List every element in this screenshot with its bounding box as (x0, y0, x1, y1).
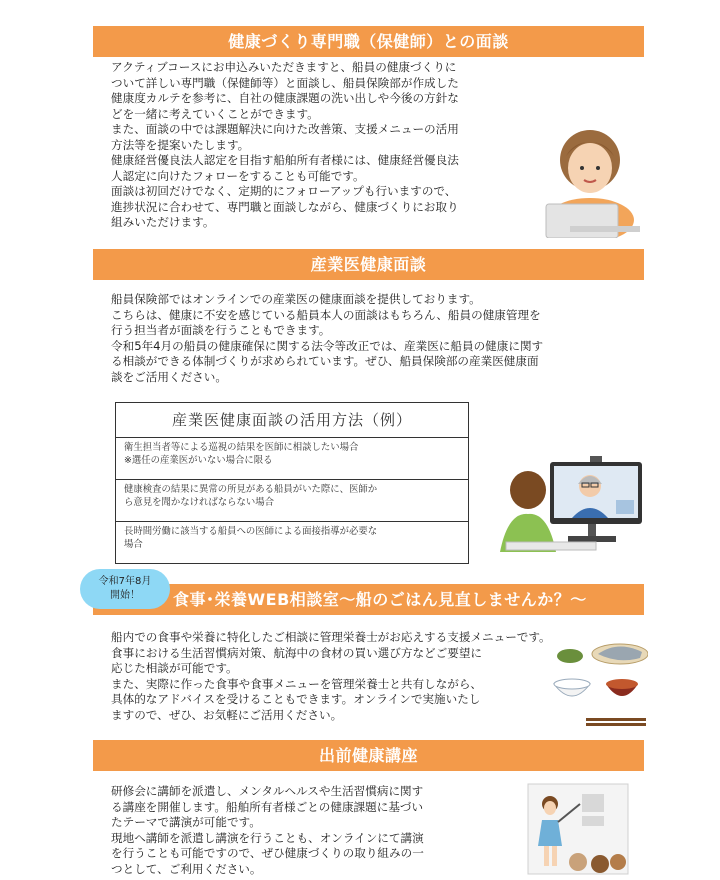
section-body-industrial-physician (111, 292, 611, 385)
section-title-health-professional: 健康づくり専門職（保健師）との面談 (93, 26, 644, 57)
text-line: 行う担当者が面談を行うこともできます。 (111, 323, 331, 337)
text-line: 船員保険部ではオンラインでの産業医の健康面談を提供しております。 (111, 292, 481, 306)
text-line: つとして、ご利用ください。 (111, 861, 262, 876)
text-line: る相談ができる体制づくりが求められています。ぜひ、船員保険部の産業医健康面 (111, 354, 539, 368)
row-text: 場合 (124, 539, 143, 550)
text-line: また、実際に作った食事や食事メニューを管理栄養士と共有しながら、 (111, 676, 483, 691)
text-line: 進捗状況に合わせて、専門職と面談しながら、健康づくりにお取り (111, 199, 459, 214)
section-body-nutrition-web-consult (111, 630, 621, 723)
usage-example-row (116, 438, 468, 480)
row-text: 衛生担当者等による巡視の結果を医師に相談したい場合 (124, 442, 359, 453)
text-line: アクティブコースにお申込みいただきますと、船員の健康づくりに (111, 60, 457, 74)
text-line: 船内での食事や栄養に特化したご相談に管理栄養士がお応えする支援メニューです。 (111, 630, 551, 644)
text-line: を行うことも可能ですので、ぜひ健康づくりの取り組みの一 (111, 846, 424, 860)
text-line: 具体的なアドバイスを受けることもできます。オンラインで実施いたし (111, 692, 481, 706)
section-body-health-professional (111, 60, 531, 231)
text-line: る講座を開催します。船舶所有者様ごとの健康課題に基づい (111, 799, 424, 814)
text-line: 組みいただけます。 (111, 215, 215, 229)
nurse-illustration (540, 108, 640, 238)
text-line: 食事における生活習慣病対策、航海中の食材の買い選び方などご要望に (111, 645, 483, 660)
text-line: どを一緒に考えていくことができます。 (111, 106, 319, 121)
start-date-badge (80, 569, 170, 609)
meal-illustration (548, 634, 648, 730)
usage-examples-title: 産業医健康面談の活用方法（例） (116, 403, 468, 438)
section-body-onsite-lecture (111, 784, 511, 877)
usage-examples-box (115, 402, 469, 564)
lecture-illustration (526, 782, 630, 880)
usage-example-row (116, 522, 468, 564)
row-text: ※選任の産業医がいない場合に限る (124, 455, 273, 466)
text-line: 談をご活用ください。 (111, 369, 227, 384)
section-title-nutrition-web-consult: 食事･栄養WEB相談室～船のごはん見直しませんか？～ (93, 584, 644, 615)
badge-line: 令和7年8月 (98, 576, 152, 587)
text-line: 面談は初回だけでなく、定期的にフォローアップも行いますので、 (111, 184, 457, 198)
text-line: こちらは、健康に不安を感じている船員本人の面談はもちろん、船員の健康管理を (111, 307, 541, 322)
section-title-industrial-physician: 産業医健康面談 (93, 249, 644, 280)
text-line: また、面談の中では課題解決に向けた改善策、支援メニューの活用 (111, 122, 459, 136)
text-line: たテーマで講演が可能です。 (111, 815, 261, 829)
text-line: 現地へ講師を派遣し講演を行うことも、オンラインにて講演 (111, 830, 424, 845)
row-text: ら意見を聞かなければならない場合 (124, 497, 275, 508)
text-line: 人認定に向けたフォローをすることも可能です。 (111, 168, 365, 183)
section-title-onsite-lecture: 出前健康講座 (93, 740, 644, 771)
text-line: ついて詳しい専門職（保健師等）と面談し、船員保険部が作成した (111, 75, 459, 90)
text-line: 令和5年4月の船員の健康確保に関する法令等改正では、産業医に船員の健康に関す (111, 338, 544, 353)
text-line: 健康経営優良法人認定を目指す船舶所有者様には、健康経営優良法 (111, 153, 459, 167)
row-text: 健康検査の結果に異常の所見がある船員がいた際に、医師か (124, 484, 378, 495)
text-line: 方法等を提案いたします。 (111, 137, 250, 152)
text-line: 研修会に講師を派遣し、メンタルヘルスや生活習慣病に関す (111, 784, 424, 798)
text-line: 応じた相談が可能です。 (111, 661, 238, 675)
usage-example-row (116, 480, 468, 522)
text-line: ますので、ぜひ、お気軽にご活用ください。 (111, 707, 343, 722)
row-text: 長時間労働に該当する船員への医師による面接指導が必要な (124, 526, 378, 537)
video-call-illustration (498, 452, 648, 552)
badge-line: 開始！ (110, 590, 140, 601)
text-line: 健康度カルテを参考に、自社の健康課題の洗い出しや今後の方針な (111, 91, 459, 105)
